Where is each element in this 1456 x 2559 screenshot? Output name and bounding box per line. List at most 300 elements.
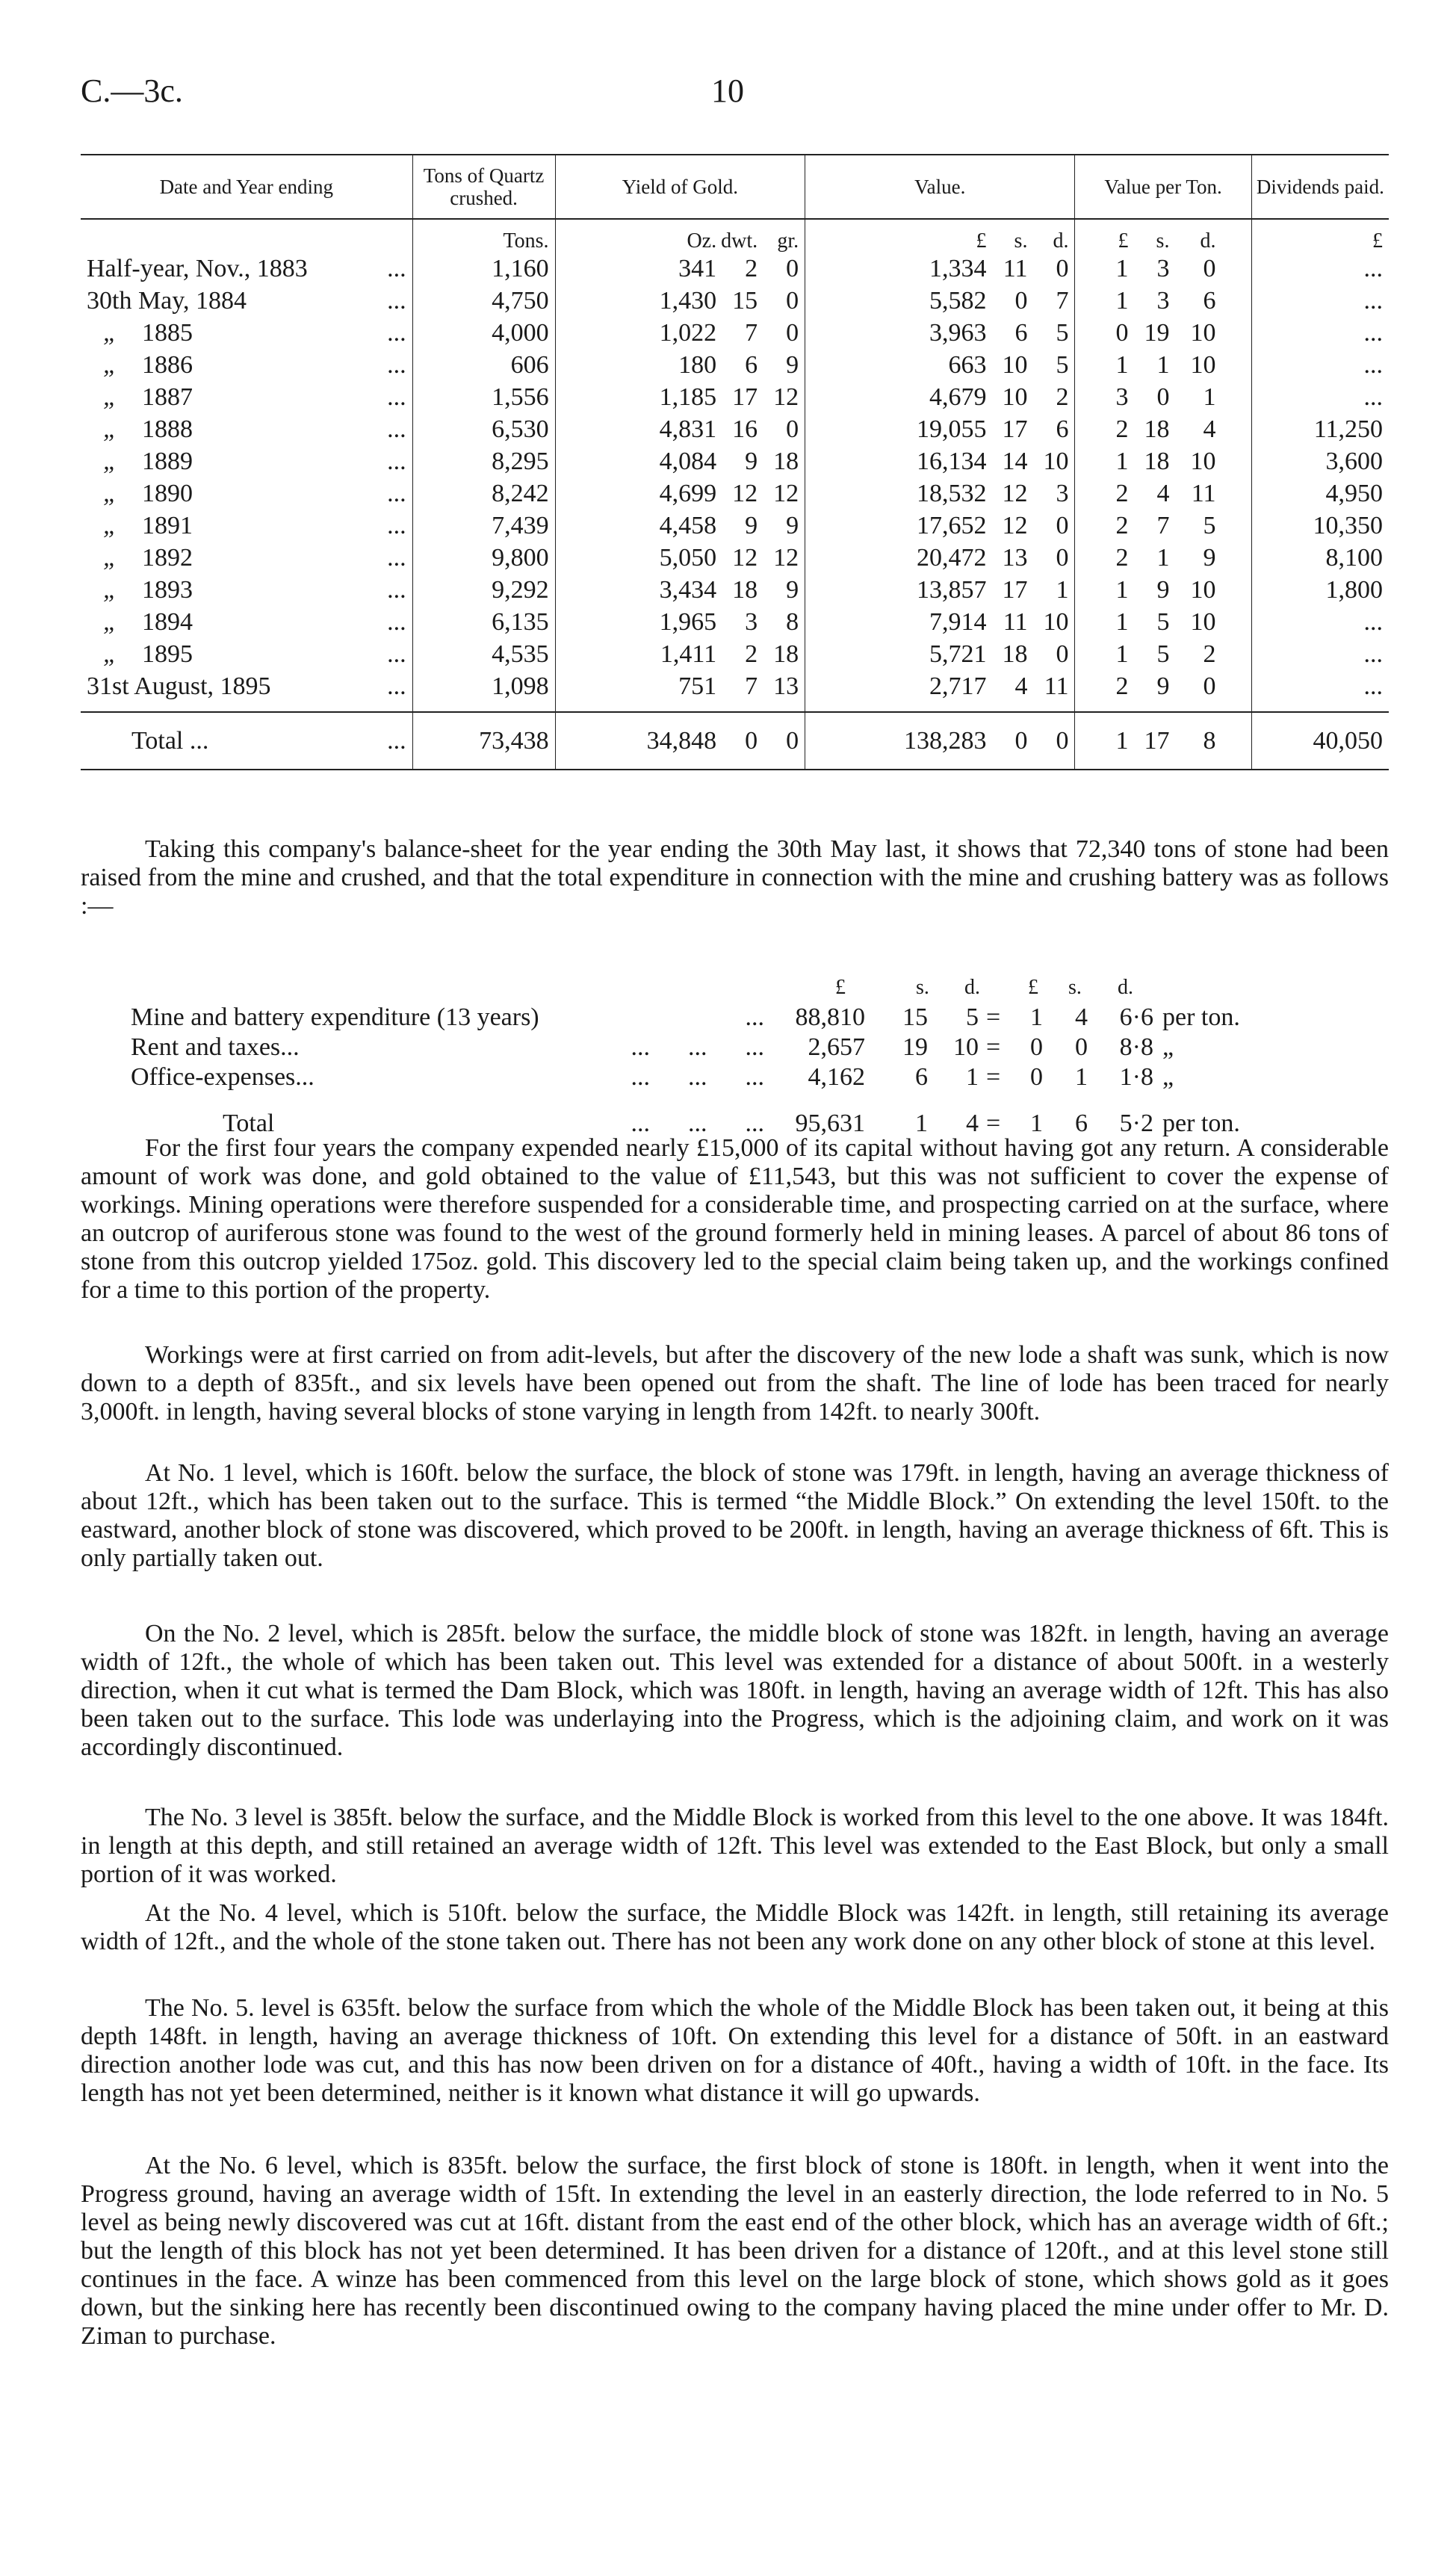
total-value-shillings: 0	[1014, 727, 1028, 755]
row-dividends: 10,350	[1251, 510, 1389, 542]
row-gr: 12	[773, 480, 799, 507]
paragraph-5: The No. 3 level is 385ft. below the surface, and the Middle Block is worked from this level to the one above. It was 184ft. in length at this depth, and still retained an average width of 12ft. This level was extended to the East Block, but only a small portion of it was worked.	[81, 1804, 1389, 1888]
row-dwt: 17	[732, 383, 758, 411]
row-value-shillings: 4	[1014, 672, 1028, 700]
exp-header-pence: d.	[964, 976, 980, 999]
exp-shillings: 1	[915, 1110, 928, 1137]
exp-pt-shillings: 6	[1075, 1110, 1088, 1137]
exp-suffix: „	[1162, 1063, 1174, 1091]
table-total-row	[81, 712, 1389, 770]
row-value-pounds: 2,717	[929, 672, 987, 700]
row-tons: 7,439	[412, 510, 555, 542]
row-gr: 0	[786, 415, 799, 443]
exp-label: Office-expenses...	[131, 1063, 315, 1091]
exp-pt-pounds: 1	[1030, 1003, 1043, 1031]
row-leader: ...	[387, 448, 406, 475]
row-leader: ...	[387, 287, 406, 315]
row-oz: 4,084	[659, 448, 717, 475]
ditto-mark: „	[103, 480, 117, 507]
row-leader: ...	[387, 608, 406, 636]
row-dwt: 3	[745, 608, 758, 636]
row-pt-pence: 4	[1203, 415, 1216, 443]
row-pt-pounds: 1	[1115, 576, 1129, 604]
total-oz: 34,848	[646, 727, 717, 755]
row-dwt: 2	[745, 640, 758, 668]
total-value-pounds: 138,283	[903, 727, 987, 755]
exp-pt-shillings: 4	[1075, 1003, 1088, 1031]
paragraph-2: Workings were at first carried on from adit-levels, but after the discovery of the new lode a shaft was sunk, which is now down to a depth of 835ft., and six levels have been opened out from the shaft. The line of lode has been traced for nearly 3,000ft. in length, having several blocks of stone varying in length from 142ft. to nearly 300ft.	[81, 1341, 1389, 1426]
row-pt-shillings: 5	[1156, 608, 1170, 636]
paragraph-8: At the No. 6 level, which is 835ft. below the surface, the first block of stone is 180ft. in length, when it went into the Progress ground, having an average width of 15ft. In extending the level in an easterly direction, the lode referred to in No. 5 level as being newly discovered was cut at 16ft. distant from the east end of the other block, which has an average width of 6ft.; but the length of this block has not yet been determined. It has been driven for a distance of 120ft., and at this level stone still continues in the face. A winze has been commenced from this level on the large block of stone, which shows gold as it goes down, but the sinking here has recently been discontinued owing to the company having placed the mine under offer to Mr. D. Ziman to purchase.	[81, 2152, 1389, 2350]
total-pt-pounds: 1	[1115, 727, 1129, 755]
exp-pt-pence: 8·8	[1119, 1033, 1153, 1061]
units-row	[81, 219, 1389, 253]
row-pt-shillings: 1	[1156, 351, 1170, 379]
exp-leader: ... ... ...	[631, 1033, 764, 1061]
exp-pt-pence: 5·2	[1119, 1110, 1153, 1137]
row-value-pounds: 5,582	[929, 287, 987, 315]
row-leader: ...	[387, 480, 406, 507]
row-pt-pounds: 1	[1115, 608, 1129, 636]
row-leader: ...	[387, 544, 406, 572]
row-value-shillings: 13	[1002, 544, 1028, 572]
exp-header-shillings: s.	[916, 976, 929, 999]
row-tons: 1,098	[412, 670, 555, 702]
exp-pt-pounds: 0	[1030, 1033, 1043, 1061]
expenditure-header-row	[81, 973, 1389, 1003]
row-pt-pence: 1	[1203, 383, 1216, 411]
row-dwt: 12	[732, 480, 758, 507]
exp-header-pt-pounds: £	[1028, 976, 1038, 999]
row-leader: ...	[387, 672, 406, 700]
row-value-pounds: 5,721	[929, 640, 987, 668]
row-date: Half-year, Nov., 1883	[87, 255, 308, 282]
paragraph-4: On the No. 2 level, which is 285ft. below the surface, the middle block of stone was 182ft. in length, having an average width of 12ft., the whole of which has been taken out. This level was extended for a distance of about 500ft. in a westerly direction, when it cut what is termed the Dam Block, which was 180ft. in length, having an average width of 12ft. This has also been taken out to the surface. This lode was underlaying into the Progress, which is the adjoining claim, and work on it was accordingly discontinued.	[81, 1620, 1389, 1761]
row-dividends: 1,800	[1251, 574, 1389, 606]
total-tons: 73,438	[412, 712, 555, 770]
row-pt-pence: 0	[1203, 255, 1216, 282]
unit-pt-pence: d.	[1200, 229, 1216, 253]
exp-pounds: 2,657	[808, 1033, 865, 1061]
exp-equals: =	[986, 1033, 1001, 1061]
row-oz: 1,430	[659, 287, 717, 315]
row-pt-shillings: 9	[1156, 672, 1170, 700]
row-pt-shillings: 18	[1144, 415, 1170, 443]
row-value-shillings: 17	[1002, 576, 1028, 604]
ditto-mark: „	[103, 640, 117, 668]
row-pt-pence: 11	[1191, 480, 1216, 507]
row-value-pounds: 18,532	[916, 480, 987, 507]
row-pt-shillings: 4	[1156, 480, 1170, 507]
exp-label: Total	[223, 1110, 275, 1137]
row-pt-pounds: 1	[1115, 351, 1129, 379]
row-leader: ...	[387, 319, 406, 347]
row-pt-shillings: 1	[1156, 544, 1170, 572]
exp-pt-pounds: 0	[1030, 1063, 1043, 1091]
exp-pounds: 4,162	[808, 1063, 865, 1091]
total-gr: 0	[786, 727, 799, 755]
row-tons: 4,750	[412, 285, 555, 317]
exp-shillings: 19	[902, 1033, 928, 1061]
table-row	[81, 638, 1389, 670]
unit-pt-pounds: £	[1118, 229, 1129, 253]
total-value-pence: 0	[1056, 727, 1069, 755]
row-year: 1893	[142, 576, 193, 604]
row-dividends: ...	[1251, 638, 1389, 670]
row-year: 1887	[142, 383, 193, 411]
row-dwt: 6	[745, 351, 758, 379]
row-gr: 0	[786, 255, 799, 282]
exp-pence: 5	[966, 1003, 979, 1031]
row-year: 1894	[142, 608, 193, 636]
row-dividends: 8,100	[1251, 542, 1389, 574]
row-value-pence: 0	[1056, 255, 1069, 282]
row-gr: 9	[786, 512, 799, 539]
row-value-shillings: 0	[1014, 287, 1028, 315]
exp-leader: ... ... ...	[631, 1110, 764, 1137]
row-year: 1892	[142, 544, 193, 572]
ditto-mark: „	[103, 608, 117, 636]
row-year: 1888	[142, 415, 193, 443]
exp-label: Rent and taxes...	[131, 1033, 300, 1061]
intro-paragraph: Taking this company's balance-sheet for the year ending the 30th May last, it shows that 72,340 tons of stone had been raised from the mine and crushed, and that the total expenditure in connection with the mine and crushing battery was as follows :—	[81, 835, 1389, 920]
row-tons: 4,000	[412, 317, 555, 349]
row-oz: 1,965	[659, 608, 717, 636]
unit-shillings: s.	[1014, 229, 1028, 253]
row-pt-pounds: 3	[1115, 383, 1129, 411]
row-year: 1886	[142, 351, 193, 379]
row-dividends: ...	[1251, 285, 1389, 317]
table-row	[81, 381, 1389, 413]
col-header-tons: Tons of Quartz crushed.	[412, 155, 555, 219]
row-value-pence: 7	[1056, 287, 1069, 315]
table-row	[81, 510, 1389, 542]
row-dividends: 11,250	[1251, 413, 1389, 445]
row-date: 30th May, 1884	[87, 287, 247, 315]
expenditure-row	[81, 1062, 1389, 1092]
ditto-mark: „	[103, 415, 117, 443]
table-row	[81, 413, 1389, 445]
row-tons: 8,242	[412, 477, 555, 510]
row-dwt: 9	[745, 448, 758, 475]
row-gr: 9	[786, 351, 799, 379]
row-pt-pounds: 1	[1115, 255, 1129, 282]
page-reference: C.—3c.	[81, 72, 183, 109]
total-leader: ...	[387, 727, 406, 755]
exp-suffix: per ton.	[1162, 1003, 1240, 1031]
table-row	[81, 574, 1389, 606]
row-value-pence: 6	[1056, 415, 1069, 443]
row-gr: 9	[786, 576, 799, 604]
row-value-pence: 11	[1044, 672, 1069, 700]
exp-pence: 10	[953, 1033, 979, 1061]
row-value-pounds: 663	[948, 351, 987, 379]
row-pt-pounds: 1	[1115, 640, 1129, 668]
exp-header-pt-pence: d.	[1118, 976, 1133, 999]
row-oz: 3,434	[659, 576, 717, 604]
unit-oz: Oz.	[687, 229, 717, 253]
row-pt-pence: 10	[1190, 319, 1216, 347]
row-value-shillings: 11	[1003, 608, 1028, 636]
row-gr: 12	[773, 544, 799, 572]
exp-pt-shillings: 1	[1075, 1063, 1088, 1091]
row-pt-pounds: 1	[1115, 448, 1129, 475]
row-dwt: 7	[745, 672, 758, 700]
row-oz: 5,050	[659, 544, 717, 572]
exp-suffix: „	[1162, 1033, 1174, 1061]
row-value-shillings: 17	[1002, 415, 1028, 443]
row-pt-pence: 10	[1190, 351, 1216, 379]
row-year: 1890	[142, 480, 193, 507]
row-leader: ...	[387, 383, 406, 411]
row-pt-pounds: 2	[1115, 480, 1129, 507]
row-leader: ...	[387, 255, 406, 282]
row-pt-pounds: 2	[1115, 544, 1129, 572]
row-year: 1895	[142, 640, 193, 668]
ditto-mark: „	[103, 576, 117, 604]
row-pt-pence: 5	[1203, 512, 1216, 539]
exp-pt-pounds: 1	[1030, 1110, 1043, 1137]
table-row	[81, 317, 1389, 349]
row-oz: 4,458	[659, 512, 717, 539]
expenditure-row	[81, 1003, 1389, 1033]
total-dividends: 40,050	[1251, 712, 1389, 770]
row-oz: 180	[678, 351, 717, 379]
exp-header-pt-shillings: s.	[1068, 976, 1082, 999]
exp-pence: 1	[966, 1063, 979, 1091]
row-dwt: 12	[732, 544, 758, 572]
exp-label: Mine and battery expenditure (13 years)	[131, 1003, 539, 1031]
row-dividends: ...	[1251, 606, 1389, 638]
ditto-mark: „	[103, 448, 117, 475]
paragraph-1: For the first four years the company expended nearly £15,000 of its capital without having got any return. A considerable amount of work was done, and gold obtained to the value of £11,543, but this was not sufficient to cover the expense of workings. Mining operations were therefore suspended for a considerable time, and prospecting carried on at the surface, where an outcrop of auriferous stone was found to the west of the ground formerly held in mining leases. A parcel of about 86 tons of stone from this outcrop yielded 175oz. gold. This discovery led to the special claim being taken up, and the workings confined for a time to this portion of the property.	[81, 1134, 1389, 1304]
row-dividends: ...	[1251, 670, 1389, 702]
row-pt-pounds: 0	[1115, 319, 1129, 347]
row-pt-pounds: 2	[1115, 672, 1129, 700]
row-gr: 0	[786, 287, 799, 315]
col-header-value: Value.	[805, 155, 1075, 219]
row-dwt: 2	[745, 255, 758, 282]
row-value-pence: 0	[1056, 544, 1069, 572]
row-dividends: ...	[1251, 349, 1389, 381]
ditto-mark: „	[103, 544, 117, 572]
row-pt-pence: 6	[1203, 287, 1216, 315]
row-oz: 751	[678, 672, 717, 700]
row-oz: 1,022	[659, 319, 717, 347]
row-value-pence: 1	[1056, 576, 1069, 604]
exp-header-pounds: £	[835, 976, 846, 999]
row-oz: 1,185	[659, 383, 717, 411]
row-year: 1889	[142, 448, 193, 475]
row-tons: 6,135	[412, 606, 555, 638]
row-value-pounds: 16,134	[916, 448, 987, 475]
row-pt-shillings: 3	[1156, 255, 1170, 282]
row-oz: 4,699	[659, 480, 717, 507]
row-leader: ...	[387, 415, 406, 443]
table-body	[81, 219, 1389, 712]
table-row	[81, 445, 1389, 477]
row-value-shillings: 14	[1002, 448, 1028, 475]
row-value-pence: 0	[1056, 640, 1069, 668]
paragraph-7: The No. 5. level is 635ft. below the surface from which the whole of the Middle Block has been taken out, it being at this depth 148ft. in length, having an average thickness of 10ft. On extending this level for a distance of 50ft. in an eastward direction another lode was cut, and this has now been driven on for a distance of 40ft., having a width of 10ft. in the face. Its length has not yet been determined, neither is it known what distance it will go upwards.	[81, 1994, 1389, 2107]
gold-yield-table	[81, 154, 1389, 770]
row-value-shillings: 12	[1002, 480, 1028, 507]
row-pt-shillings: 3	[1156, 287, 1170, 315]
row-value-shillings: 10	[1002, 383, 1028, 411]
row-leader: ...	[387, 640, 406, 668]
row-gr: 0	[786, 319, 799, 347]
row-tons: 1,160	[412, 253, 555, 285]
row-dividends: ...	[1251, 317, 1389, 349]
exp-shillings: 6	[915, 1063, 928, 1091]
row-dividends: 4,950	[1251, 477, 1389, 510]
exp-leader: ... ... ...	[631, 1063, 764, 1091]
row-tons: 4,535	[412, 638, 555, 670]
total-dwt: 0	[745, 727, 758, 755]
row-gr: 8	[786, 608, 799, 636]
row-leader: ...	[387, 576, 406, 604]
row-year: 1891	[142, 512, 193, 539]
row-value-pounds: 17,652	[916, 512, 987, 539]
unit-dwt: dwt.	[721, 229, 758, 253]
row-year: 1885	[142, 319, 193, 347]
expenditure-rows	[81, 1003, 1389, 1139]
row-pt-shillings: 9	[1156, 576, 1170, 604]
table-row	[81, 606, 1389, 638]
unit-tons: Tons.	[412, 219, 555, 253]
row-dwt: 18	[732, 576, 758, 604]
unit-pence: d.	[1053, 229, 1069, 253]
row-pt-pounds: 1	[1115, 287, 1129, 315]
row-value-shillings: 12	[1002, 512, 1028, 539]
total-label: Total ...	[131, 727, 209, 755]
exp-equals: =	[986, 1110, 1001, 1137]
row-gr: 12	[773, 383, 799, 411]
exp-pence: 4	[966, 1110, 979, 1137]
table-row	[81, 542, 1389, 574]
row-tons: 606	[412, 349, 555, 381]
row-pt-pence: 0	[1203, 672, 1216, 700]
row-pt-shillings: 18	[1144, 448, 1170, 475]
table-row	[81, 670, 1389, 702]
expenditure-row	[81, 1033, 1389, 1062]
exp-pounds: 88,810	[795, 1003, 865, 1031]
exp-pt-pence: 6·6	[1119, 1003, 1153, 1031]
ditto-mark: „	[103, 383, 117, 411]
row-value-pence: 0	[1056, 512, 1069, 539]
row-value-shillings: 10	[1002, 351, 1028, 379]
row-value-pounds: 1,334	[929, 255, 987, 282]
ditto-mark: „	[103, 512, 117, 539]
row-value-pence: 5	[1056, 319, 1069, 347]
row-value-pence: 3	[1056, 480, 1069, 507]
row-tons: 9,800	[412, 542, 555, 574]
exp-pt-pence: 1·8	[1119, 1063, 1153, 1091]
row-value-pence: 5	[1056, 351, 1069, 379]
row-dwt: 16	[732, 415, 758, 443]
row-pt-pence: 10	[1190, 448, 1216, 475]
exp-equals: =	[986, 1003, 1001, 1031]
table-spacer-row	[81, 702, 1389, 712]
row-value-shillings: 11	[1003, 255, 1028, 282]
ditto-mark: „	[103, 319, 117, 347]
ditto-mark: „	[103, 351, 117, 379]
row-tons: 9,292	[412, 574, 555, 606]
row-tons: 6,530	[412, 413, 555, 445]
table-row	[81, 349, 1389, 381]
row-pt-pence: 10	[1190, 608, 1216, 636]
row-oz: 4,831	[659, 415, 717, 443]
row-value-pence: 10	[1043, 448, 1069, 475]
row-value-pence: 10	[1043, 608, 1069, 636]
row-dwt: 15	[732, 287, 758, 315]
exp-pt-shillings: 0	[1075, 1033, 1088, 1061]
row-value-shillings: 6	[1014, 319, 1028, 347]
row-value-pence: 2	[1056, 383, 1069, 411]
table-row	[81, 477, 1389, 510]
exp-suffix: per ton.	[1162, 1110, 1240, 1137]
col-header-dividends: Dividends paid.	[1251, 155, 1389, 219]
row-leader: ...	[387, 512, 406, 539]
col-header-date: Date and Year ending	[81, 155, 412, 219]
row-pt-pounds: 2	[1115, 512, 1129, 539]
row-gr: 18	[773, 640, 799, 668]
paragraph-6: At the No. 4 level, which is 510ft. below the surface, the Middle Block was 142ft. in length, still retaining its average width of 12ft., and the whole of the stone taken out. There has not been any work done on any other block of stone at this level.	[81, 1899, 1389, 1955]
row-value-pounds: 19,055	[916, 415, 987, 443]
row-dwt: 7	[745, 319, 758, 347]
row-leader: ...	[387, 351, 406, 379]
row-pt-pence: 10	[1190, 576, 1216, 604]
row-value-pounds: 7,914	[929, 608, 987, 636]
row-pt-pence: 9	[1203, 544, 1216, 572]
row-dividends: ...	[1251, 381, 1389, 413]
row-pt-pence: 2	[1203, 640, 1216, 668]
total-pt-pence: 8	[1203, 727, 1216, 755]
row-value-pounds: 13,857	[916, 576, 987, 604]
row-value-pounds: 20,472	[916, 544, 987, 572]
expenditure-table	[81, 973, 1389, 1139]
row-gr: 13	[773, 672, 799, 700]
col-header-yield: Yield of Gold.	[555, 155, 805, 219]
row-tons: 1,556	[412, 381, 555, 413]
row-pt-shillings: 19	[1144, 319, 1170, 347]
row-dividends: 3,600	[1251, 445, 1389, 477]
exp-pounds: 95,631	[795, 1110, 865, 1137]
table-header-row	[81, 155, 1389, 219]
row-gr: 18	[773, 448, 799, 475]
exp-shillings: 15	[902, 1003, 928, 1031]
unit-pt-shillings: s.	[1156, 229, 1170, 253]
row-value-pounds: 4,679	[929, 383, 987, 411]
row-pt-shillings: 5	[1156, 640, 1170, 668]
row-pt-shillings: 7	[1156, 512, 1170, 539]
row-pt-pounds: 2	[1115, 415, 1129, 443]
row-dividends: ...	[1251, 253, 1389, 285]
table-row	[81, 253, 1389, 285]
exp-leader: ...	[745, 1003, 764, 1031]
table-row	[81, 285, 1389, 317]
row-oz: 341	[678, 255, 717, 282]
unit-gr: gr.	[777, 229, 799, 253]
page-number: 10	[711, 72, 744, 109]
unit-pounds: £	[976, 229, 987, 253]
row-dwt: 9	[745, 512, 758, 539]
paragraph-3: At No. 1 level, which is 160ft. below the surface, the block of stone was 179ft. in length, having an average thickness of about 12ft., which has been taken out to the surface. This is termed “the Middle Block.” On extending the level 150ft. to the eastward, another block of stone was discovered, which proved to be 200ft. in length, having an average thickness of 6ft. This is only partially taken out.	[81, 1459, 1389, 1572]
row-tons: 8,295	[412, 445, 555, 477]
unit-dividends: £	[1251, 219, 1389, 253]
row-date: 31st August, 1895	[87, 672, 271, 700]
row-oz: 1,411	[660, 640, 717, 668]
